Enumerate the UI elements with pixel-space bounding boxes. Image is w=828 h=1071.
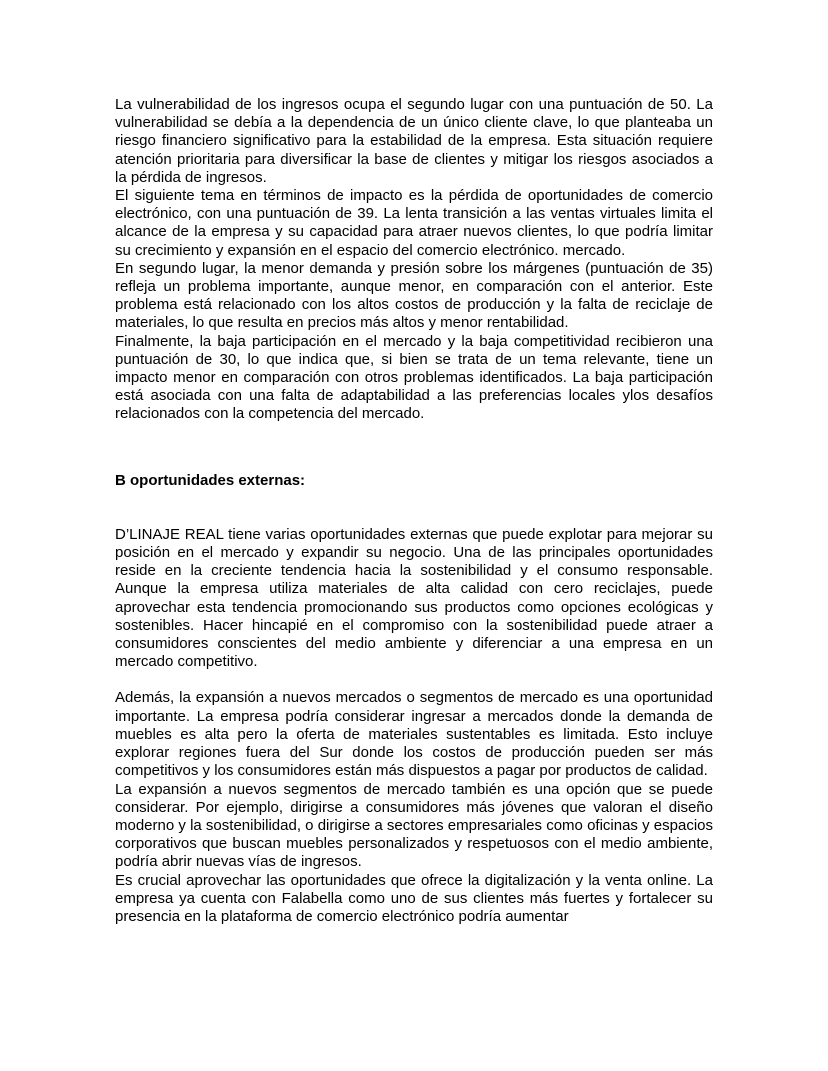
paragraph-ecommerce-opportunities: El siguiente tema en términos de impacto es la pérdida de oportunidades de comercio electrónico, con una puntuación de 39. La lenta transición a las ventas virtuales limita el alcance de la empresa y su capacidad para atraer nuevos clientes, lo que podría limitar su crecimiento y expansión en el espacio del comercio electrónico. mercado. [115, 187, 713, 259]
paragraph-new-markets: Además, la expansión a nuevos mercados o segmentos de mercado es una oportunidad importante. La empresa podría considerar ingresar a mercados donde la demanda de muebles es alta pero la oferta de materiales sustentables es limitada. Esto incluye explorar regiones fuera del Sur donde los costos de producción pueden ser más competitivos y los consumidores están más dispuestos a pagar por productos de calidad. [115, 689, 713, 780]
document-page [115, 96, 713, 926]
paragraph-market-participation: Finalmente, la baja participación en el mercado y la baja competitividad recibieron una puntuación de 30, lo que indica que, si bien se trata de un tema relevante, tiene un impacto menor en comparación con otros problemas identificados. La baja participación está asociada con una falta de adaptabilidad a las preferencias locales ylos desafíos relacionados con la competencia del mercado. [115, 332, 713, 423]
spacer [115, 671, 713, 689]
paragraph-demand-margins: En segundo lugar, la menor demanda y presión sobre los márgenes (puntuación de 35) refleja un problema importante, aunque menor, en comparación con el anterior. Este problema está relacionado con los altos costos de producción y la falta de reciclaje de materiales, lo que resulta en precios más altos y menor rentabilidad. [115, 259, 713, 332]
spacer [115, 490, 713, 526]
spacer [115, 424, 713, 472]
paragraph-digitalization: Es crucial aprovechar las oportunidades que ofrece la digitalización y la venta online. La empresa ya cuenta con Falabella como uno de sus clientes más fuertes y fortalecer su presencia en la plataforma de comercio electrónico podría aumentar [115, 871, 713, 925]
paragraph-external-opportunities: D’LINAJE REAL tiene varias oportunidades externas que puede explotar para mejorar su posición en el mercado y expandir su negocio. Una de las principales oportunidades reside en la creciente tendencia hacia la sostenibilidad y el consumo responsable. Aunque la empresa utiliza materiales de alta calidad con cero reciclajes, puede aprovechar esta tendencia promocionando sus productos como opciones ecológicas y sostenibles. Hacer hincapié en el compromiso con la sostenibilidad puede atraer a consumidores conscientes del medio ambiente y diferenciar a una empresa en un mercado competitivo. [115, 525, 713, 671]
paragraph-new-segments: La expansión a nuevos segmentos de mercado también es una opción que se puede considerar. Por ejemplo, dirigirse a consumidores más jóvenes que valoran el diseño moderno y la sostenibilidad, o dirigirse a sectores empresariales como oficinas y espacios corporativos que buscan muebles personalizados y respetuosos con el medio ambiente, podría abrir nuevas vías de ingresos. [115, 780, 713, 871]
paragraph-revenue-vulnerability: La vulnerabilidad de los ingresos ocupa el segundo lugar con una puntuación de 50. La vulnerabilidad se debía a la dependencia de un único cliente clave, lo que planteaba un riesgo financiero significativo para la estabilidad de la empresa. Esta situación requiere atención prioritaria para diversificar la base de clientes y mitigar los riesgos asociados a la pérdida de ingresos. [115, 96, 713, 186]
section-heading: B oportunidades externas: [115, 471, 306, 489]
